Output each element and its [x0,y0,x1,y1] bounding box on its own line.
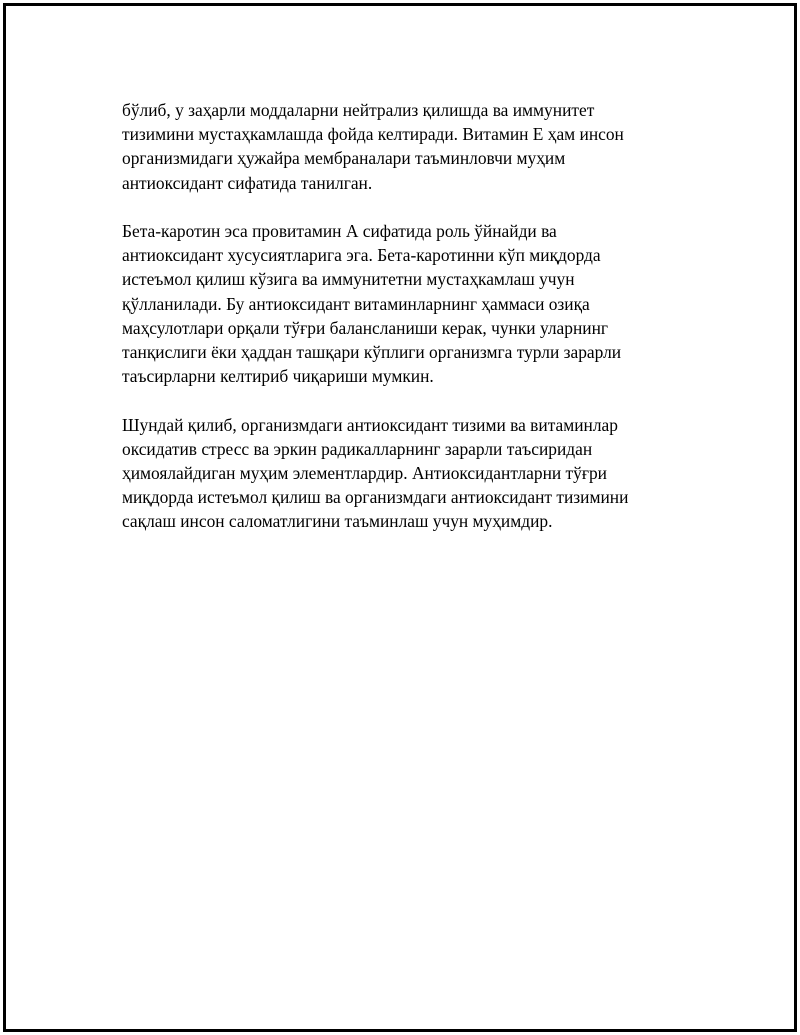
text-line: қўлланилади. Бу антиоксидант витаминларнинг ҳаммаси озиқа [122,293,590,314]
text-line: Шундай қилиб, организмдаги антиоксидант тизими ва витаминлар [122,414,618,435]
text-line: ҳимоялайдиган муҳим элементлардир. Антиоксидантларни тўғри [122,463,607,484]
document-body [122,98,702,558]
text-line: маҳсулотлари орқали тўғри балансланиши керак, чунки уларнинг [122,317,609,338]
paragraph-1 [122,98,702,195]
text-line: сақлаш инсон саломатлигини таъминлаш учун муҳимдир. [122,511,553,532]
text-line: антиоксидант сифатида танилган. [122,172,373,193]
paragraph-3 [122,413,702,534]
page-frame [3,3,797,1032]
text-line: бўлиб, у заҳарли моддаларни нейтрализ қилишда ва иммунитет [122,100,595,120]
text-line: тизимини мустаҳкамлашда фойда келтиради. Витамин Е ҳам инсон [122,124,624,145]
text-line: антиоксидант хусусиятларига эга. Бета-каротинни кўп миқдорда [122,245,601,266]
text-line: истеъмол қилиш кўзига ва иммунитетни мустаҳкамлаш учун [122,269,575,290]
text-line: оксидатив стресс ва эркин радикалларнинг зарарли таъсиридан [122,438,593,459]
text-line: танқислиги ёки ҳаддан ташқари кўплиги организмга турли зарарли [122,342,622,363]
text-line: миқдорда истеъмол қилиш ва организмдаги антиоксидант тизимини [122,487,629,508]
text-line: таъсирларни келтириб чиқариши мумкин. [122,366,434,387]
text-line: организмидаги ҳужайра мембраналари таъминловчи муҳим [122,148,566,169]
paragraph-2 [122,219,702,388]
text-line: Бета-каротин эса провитамин А сифатида роль ўйнайди ва [122,221,557,241]
